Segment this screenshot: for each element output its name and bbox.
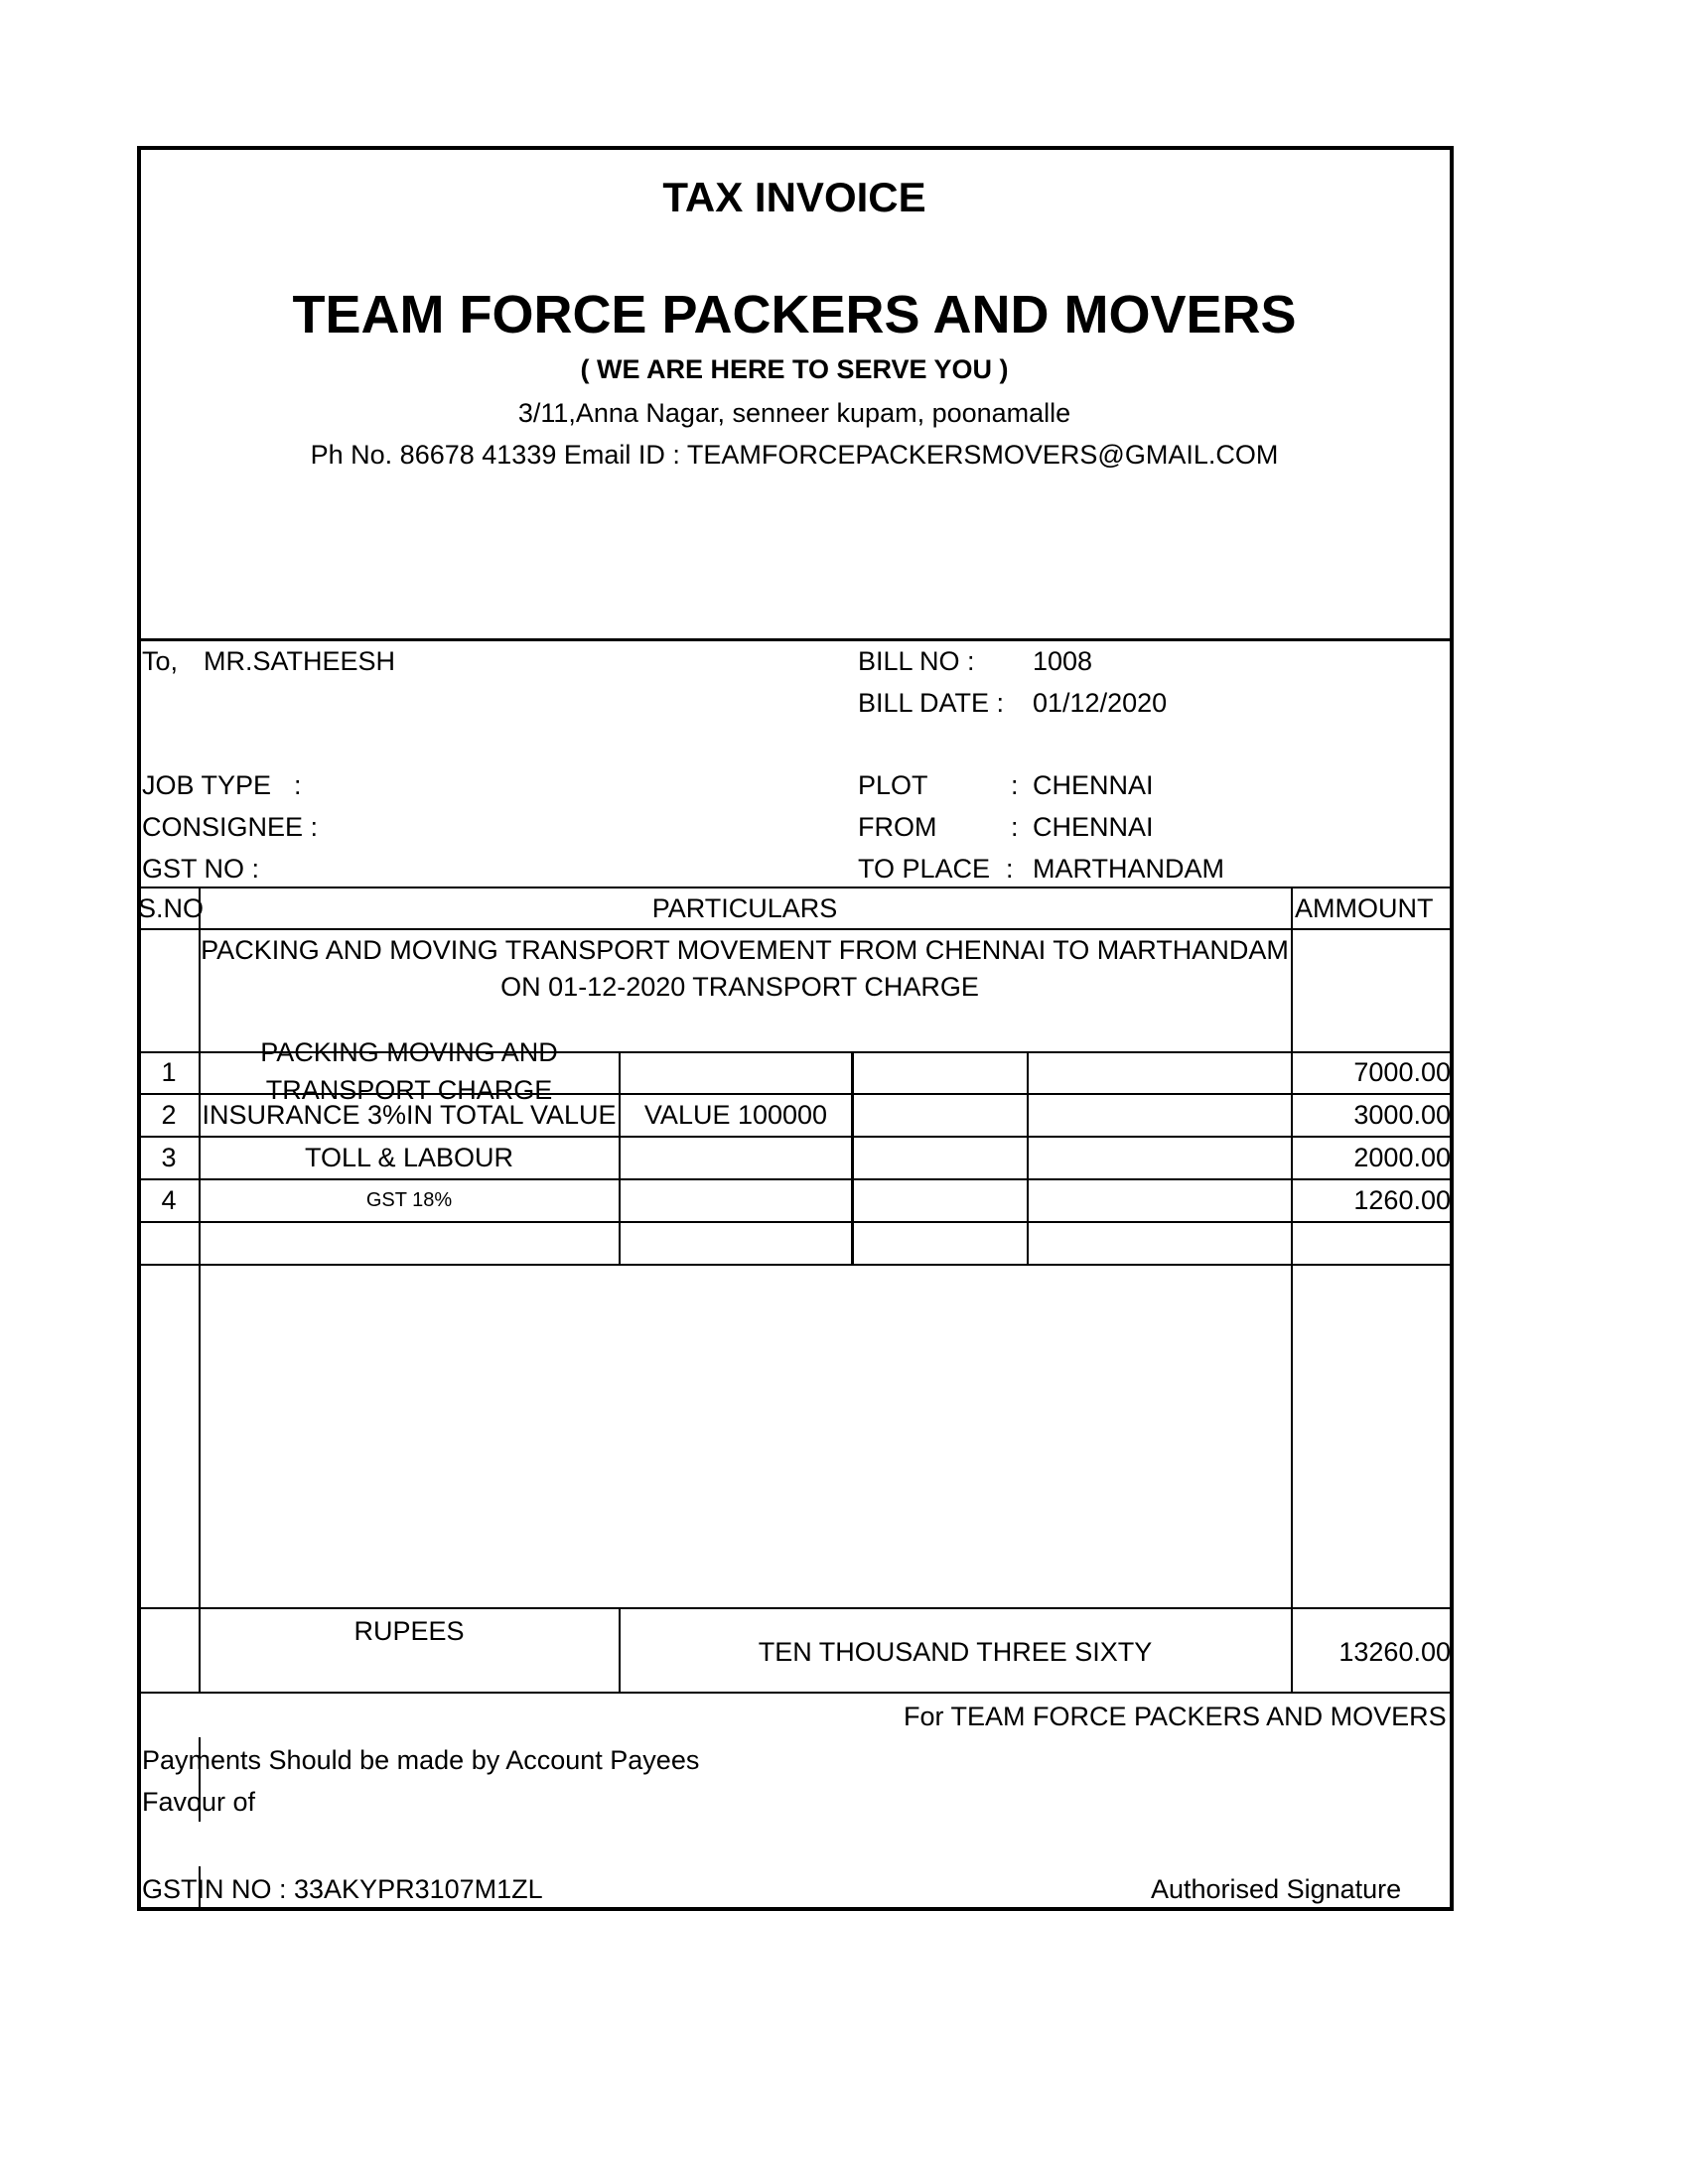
bill-date-label: BILL DATE : [858, 688, 1005, 718]
gst-no-label: GST NO : [142, 854, 260, 884]
row-4-sno: 4 [161, 1185, 177, 1215]
table-line-total-top [137, 1607, 1454, 1609]
table-header-amount: AMMOUNT [1295, 893, 1434, 923]
total-in-words: TEN THOUSAND THREE SIXTY [758, 1637, 1153, 1667]
job-type-label: JOB TYPE [142, 770, 272, 800]
job-type-colon: : [294, 770, 302, 800]
row-3-item: TOLL & LABOUR [304, 1143, 514, 1172]
table-header-sno: S.NO [138, 893, 205, 923]
authorised-signature: Authorised Signature [1151, 1874, 1402, 1904]
to-label: To, [142, 646, 179, 676]
gstin-number: GSTIN NO : 33AKYPR3107M1ZL [142, 1874, 543, 1904]
row-2-item: INSURANCE 3%IN TOTAL VALUE [202, 1100, 617, 1130]
table-line-total-bottom [137, 1692, 1454, 1694]
row-3-sno: 3 [161, 1143, 177, 1172]
row-1-item-line1: PACKING MOVING AND [260, 1037, 558, 1067]
plot-colon: : [1011, 770, 1019, 800]
company-address: 3/11,Anna Nagar, senneer kupam, poonamalle [517, 398, 1071, 428]
row-4-item: GST 18% [365, 1189, 453, 1211]
border-bottom [137, 1907, 1454, 1911]
table-col-item-total [619, 1607, 621, 1694]
bill-no-label: BILL NO : [858, 646, 975, 676]
row-2-value: VALUE 100000 [643, 1100, 828, 1130]
bill-date-value: 01/12/2020 [1033, 688, 1168, 718]
to-place-label: TO PLACE [858, 854, 991, 884]
header-divider [137, 638, 1454, 641]
table-line-header-bottom [137, 928, 1454, 930]
table-line-header-top [137, 887, 1454, 888]
table-description-line2: ON 01-12-2020 TRANSPORT CHARGE [500, 972, 979, 1002]
table-line-row5-bottom [137, 1264, 1454, 1266]
consignee-label: CONSIGNEE : [142, 812, 319, 842]
table-line-row5-top [137, 1221, 1454, 1223]
row-3-amount: 2000.00 [1353, 1143, 1451, 1172]
border-left [137, 146, 141, 1911]
to-place-value: MARTHANDAM [1033, 854, 1225, 884]
to-place-colon: : [1006, 854, 1014, 884]
plot-value: CHENNAI [1033, 770, 1154, 800]
row-2-amount: 3000.00 [1353, 1100, 1451, 1130]
total-label: RUPEES [353, 1616, 465, 1646]
table-col-value [851, 1051, 854, 1266]
table-header-particulars: PARTICULARS [651, 893, 838, 923]
table-description-line1: PACKING AND MOVING TRANSPORT MOVEMENT FROM CHENNAI TO MARTHANDAM [201, 935, 1289, 965]
invoice-title: TAX INVOICE [662, 174, 926, 220]
table-col-sno [199, 887, 201, 1693]
table-col-item [619, 1051, 621, 1266]
company-tagline: ( WE ARE HERE TO SERVE YOU ) [580, 354, 1009, 384]
plot-label: PLOT [858, 770, 928, 800]
row-2-sno: 2 [161, 1100, 177, 1130]
table-col-extra [1027, 1051, 1029, 1266]
payment-note-line2: Favour of [142, 1787, 256, 1817]
bill-no-value: 1008 [1033, 646, 1093, 676]
row-1-sno: 1 [161, 1057, 177, 1087]
table-col-amount [1291, 887, 1293, 1693]
border-top [137, 146, 1454, 150]
company-name: TEAM FORCE PACKERS AND MOVERS [292, 285, 1297, 344]
table-line-row3-top [137, 1136, 1454, 1138]
row-4-amount: 1260.00 [1353, 1185, 1451, 1215]
from-value: CHENNAI [1033, 812, 1154, 842]
customer-name: MR.SATHEESH [204, 646, 396, 676]
from-label: FROM [858, 812, 937, 842]
company-contact: Ph No. 86678 41339 Email ID : TEAMFORCEPACKERSMOVERS@GMAIL.COM [310, 440, 1279, 470]
total-amount: 13260.00 [1338, 1637, 1451, 1667]
from-colon: : [1011, 812, 1019, 842]
payment-note-line1: Payments Should be made by Account Payees [142, 1745, 700, 1775]
row-1-item-line2: TRANSPORT CHARGE [265, 1075, 553, 1105]
row-1-amount: 7000.00 [1353, 1057, 1451, 1087]
table-line-row4-top [137, 1178, 1454, 1180]
for-company: For TEAM FORCE PACKERS AND MOVERS [904, 1702, 1447, 1731]
